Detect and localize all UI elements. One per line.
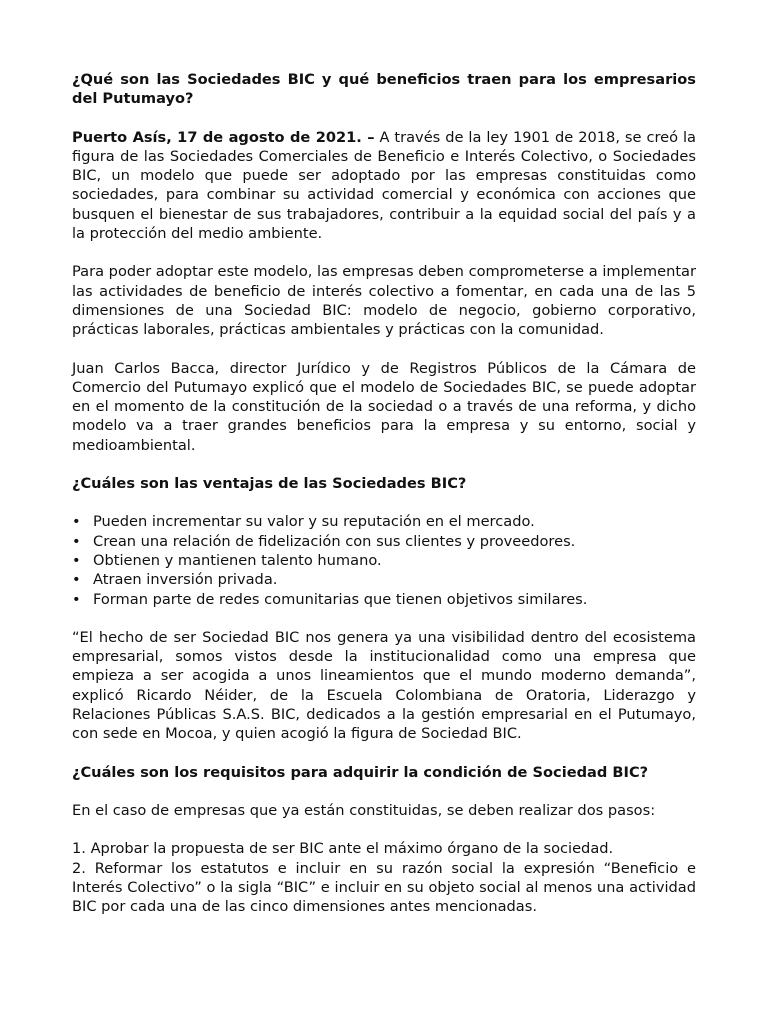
list-item-text: Pueden incrementar su valor y su reputación en el mercado. bbox=[93, 513, 535, 531]
bullet-icon: • bbox=[72, 532, 81, 550]
list-item bbox=[72, 532, 696, 551]
bullet-icon: • bbox=[72, 513, 81, 531]
step-item: 2. Reformar los estatutos e incluir en su razón social la expresión “Beneficio e Interés Colectivo” o la sigla “BIC” e incluir en su objeto social al menos una actividad BIC por cada una de las cinco dimensiones antes mencionadas. bbox=[72, 859, 696, 916]
dateline: Puerto Asís, 17 de agosto de 2021. – bbox=[72, 128, 375, 146]
list-item-text: Forman parte de redes comunitarias que tienen objetivos similares. bbox=[93, 590, 588, 608]
bullet-icon: • bbox=[72, 590, 81, 608]
steps-list bbox=[72, 839, 696, 916]
document-title: ¿Qué son las Sociedades BIC y qué beneficios traen para los empresarios del Putumayo? bbox=[72, 71, 696, 108]
paragraph-requisitos: En el caso de empresas que ya están constituidas, se deben realizar dos pasos: bbox=[72, 801, 656, 819]
intro-text: A través de la ley 1901 de 2018, se creó la figura de las Sociedades Comerciales de Beneficio e Interés Colectivo, o Sociedades BIC, un modelo que puede ser adoptado por las empresas constituidas como sociedades, para combinar su actividad comercial y económica con acciones que busquen el bienestar de sus trabajadores, contribuir a la equidad social del país y a la protección del medio ambiente. bbox=[72, 128, 696, 243]
heading-ventajas: ¿Cuáles son las ventajas de las Sociedades BIC? bbox=[72, 475, 467, 493]
paragraph-bacca: Juan Carlos Bacca, director Jurídico y de Registros Públicos de la Cámara de Comercio del Putumayo explicó que el modelo de Sociedades BIC, se puede adoptar en el momento de la constitución de la sociedad o a través de una reforma, y dicho modelo va a traer grandes beneficios para la empresa y su entorno, social y medioambiental. bbox=[72, 359, 696, 454]
paragraph-dimensions: Para poder adoptar este modelo, las empresas deben comprometerse a implementar las actividades de beneficio de interés colectivo a fomentar, en cada una de las 5 dimensiones de una Sociedad BIC: modelo de negocio, gobierno corporativo, prácticas laborales, prácticas ambientales y prácticas con la comunidad. bbox=[72, 263, 696, 339]
list-item-text: Obtienen y mantienen talento humano. bbox=[93, 551, 382, 569]
list-item bbox=[72, 551, 696, 570]
intro-paragraph bbox=[72, 128, 696, 244]
step-item: 1. Aprobar la propuesta de ser BIC ante el máximo órgano de la sociedad. bbox=[72, 840, 614, 858]
quote-paragraph: “El hecho de ser Sociedad BIC nos genera ya una visibilidad dentro del ecosistema empresarial, somos vistos desde la institucionalidad como una empresa que empieza a ser acogida a unos lineamientos que el mundo moderno demanda”, explicó Ricardo Néider, de la Escuela Colombiana de Oratoria, Liderazgo y Relaciones Públicas S.A.S. BIC, dedicados a la gestión empresarial en el Putumayo, con sede en Mocoa, y quien acogió la figura de Sociedad BIC. bbox=[72, 628, 696, 743]
list-item bbox=[72, 512, 696, 531]
list-item bbox=[72, 570, 696, 589]
list-item-text: Crean una relación de fidelización con sus clientes y proveedores. bbox=[93, 532, 576, 550]
heading-requisitos: ¿Cuáles son los requisitos para adquirir la condición de Sociedad BIC? bbox=[72, 763, 649, 781]
list-item bbox=[72, 590, 696, 609]
ventajas-list bbox=[72, 512, 696, 608]
bullet-icon: • bbox=[72, 571, 81, 589]
list-item-text: Atraen inversión privada. bbox=[93, 571, 278, 589]
bullet-icon: • bbox=[72, 551, 81, 569]
